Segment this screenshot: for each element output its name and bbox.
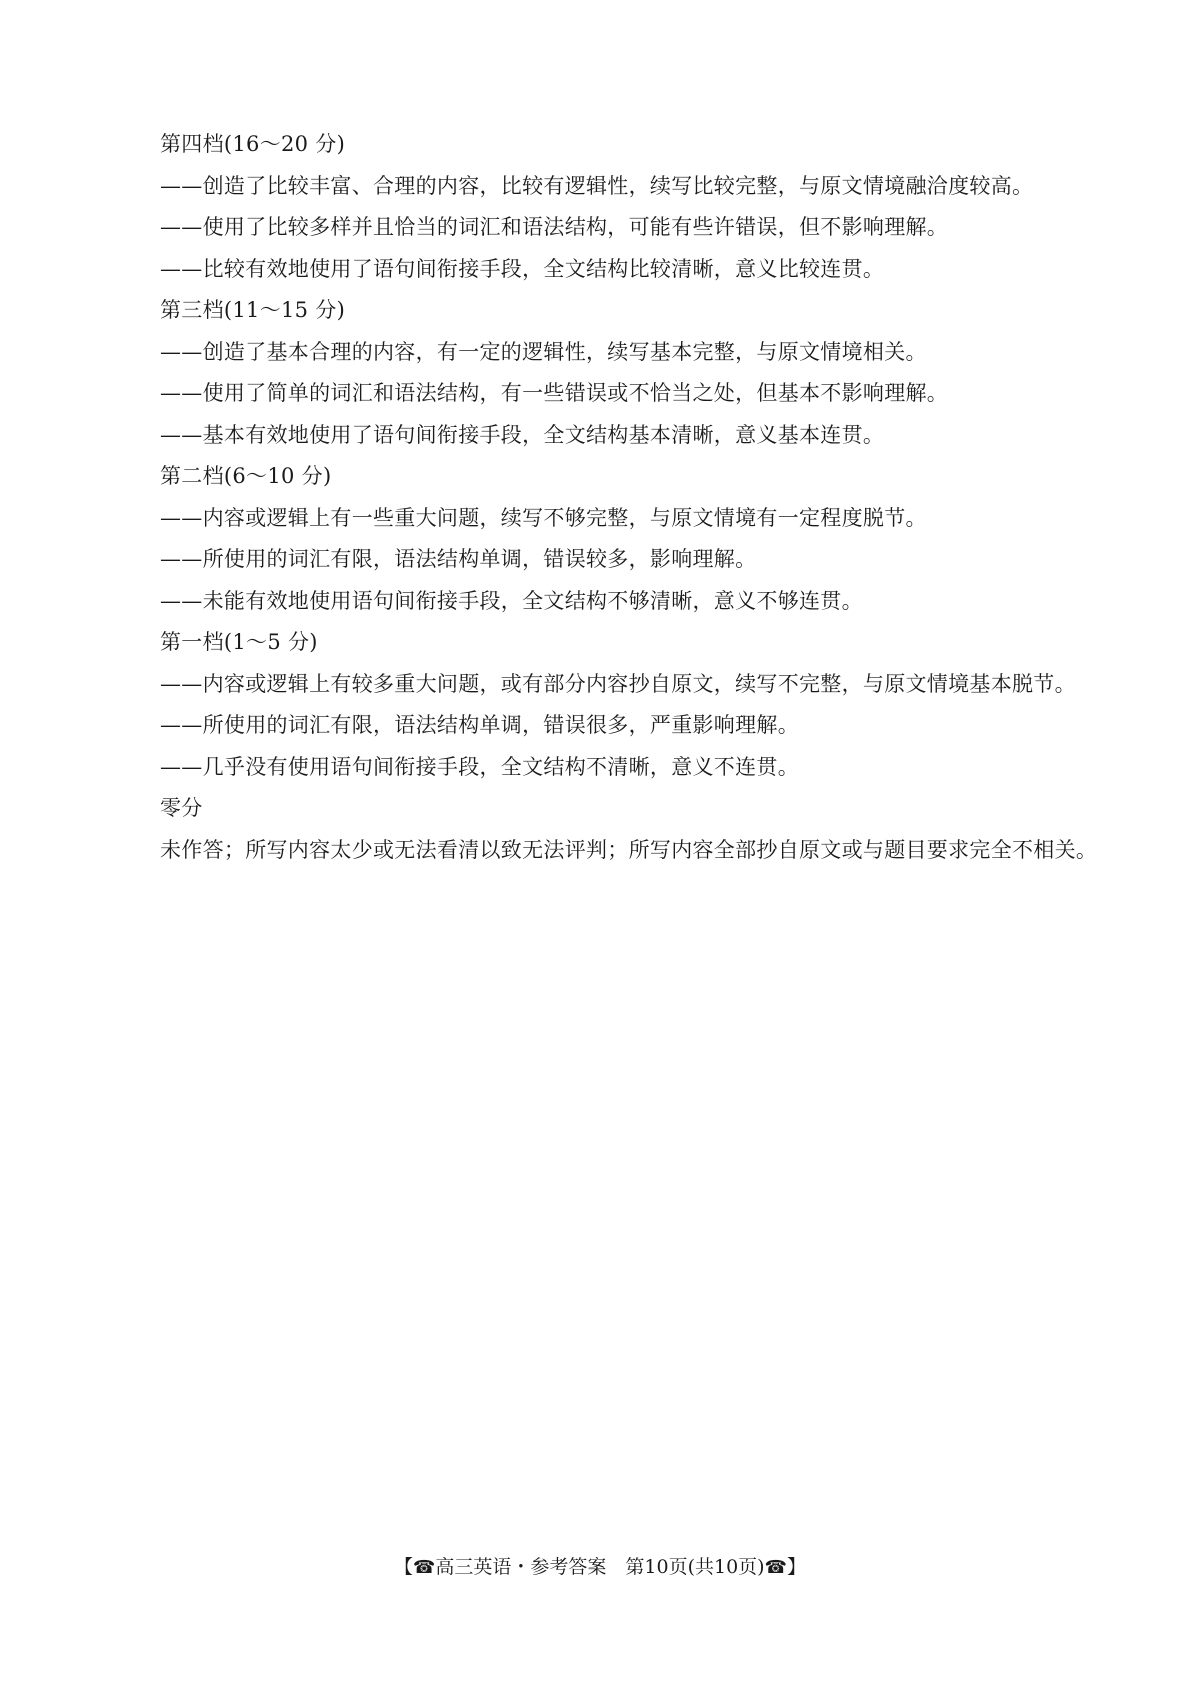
footer-bracket-open: 【 (393, 1556, 413, 1578)
phone-icon: ☎ (764, 1557, 788, 1578)
criterion-item: ——所使用的词汇有限，语法结构单调，错误较多，影响理解。 (160, 547, 757, 571)
page-footer (0, 1554, 1200, 1581)
footer-label: 高三英语・参考答案 第10页(共10页) (435, 1556, 765, 1578)
criterion-item: ——几乎没有使用语句间衔接手段，全文结构不清晰，意义不连贯。 (160, 754, 799, 779)
grade-heading: 零分 (160, 796, 203, 820)
grade-section-zero (116, 788, 1101, 871)
grade-section-3 (116, 290, 1101, 456)
scoring-criteria (116, 124, 1101, 871)
grade-heading: 第四档(16～20 分) (160, 132, 346, 156)
grade-heading: 第二档(6～10 分) (160, 464, 332, 488)
footer-bracket-close: 】 (787, 1556, 807, 1578)
criterion-item: ——创造了比较丰富、合理的内容，比较有逻辑性，续写比较完整，与原文情境融洽度较高。 (160, 173, 1034, 198)
zero-score-description: 未作答；所写内容太少或无法看清以致无法评判；所写内容全部抄自原文或与题目要求完全不相关。 (160, 837, 1098, 862)
grade-section-1 (116, 622, 1101, 788)
criterion-item: ——基本有效地使用了语句间衔接手段，全文结构基本清晰，意义基本连贯。 (160, 422, 885, 447)
grade-section-2 (116, 456, 1101, 622)
criterion-item: ——使用了简单的词汇和语法结构，有一些错误或不恰当之处，但基本不影响理解。 (160, 381, 949, 405)
criterion-item: ——内容或逻辑上有较多重大问题，或有部分内容抄自原文，续写不完整，与原文情境基本脱节。 (160, 671, 1076, 696)
criterion-item: ——所使用的词汇有限，语法结构单调，错误很多，严重影响理解。 (160, 713, 799, 737)
phone-icon: ☎ (412, 1557, 436, 1578)
criterion-item: ——创造了基本合理的内容，有一定的逻辑性，续写基本完整，与原文情境相关。 (160, 339, 927, 364)
criterion-item: ——使用了比较多样并且恰当的词汇和语法结构，可能有些许错误，但不影响理解。 (160, 215, 949, 239)
grade-section-4 (116, 124, 1101, 290)
grade-heading: 第三档(11～15 分) (160, 298, 346, 322)
criterion-item: ——未能有效地使用语句间衔接手段，全文结构不够清晰，意义不够连贯。 (160, 588, 863, 613)
grade-heading: 第一档(1～5 分) (160, 630, 318, 654)
criterion-item: ——比较有效地使用了语句间衔接手段，全文结构比较清晰，意义比较连贯。 (160, 256, 885, 281)
criterion-item: ——内容或逻辑上有一些重大问题，续写不够完整，与原文情境有一定程度脱节。 (160, 505, 927, 530)
